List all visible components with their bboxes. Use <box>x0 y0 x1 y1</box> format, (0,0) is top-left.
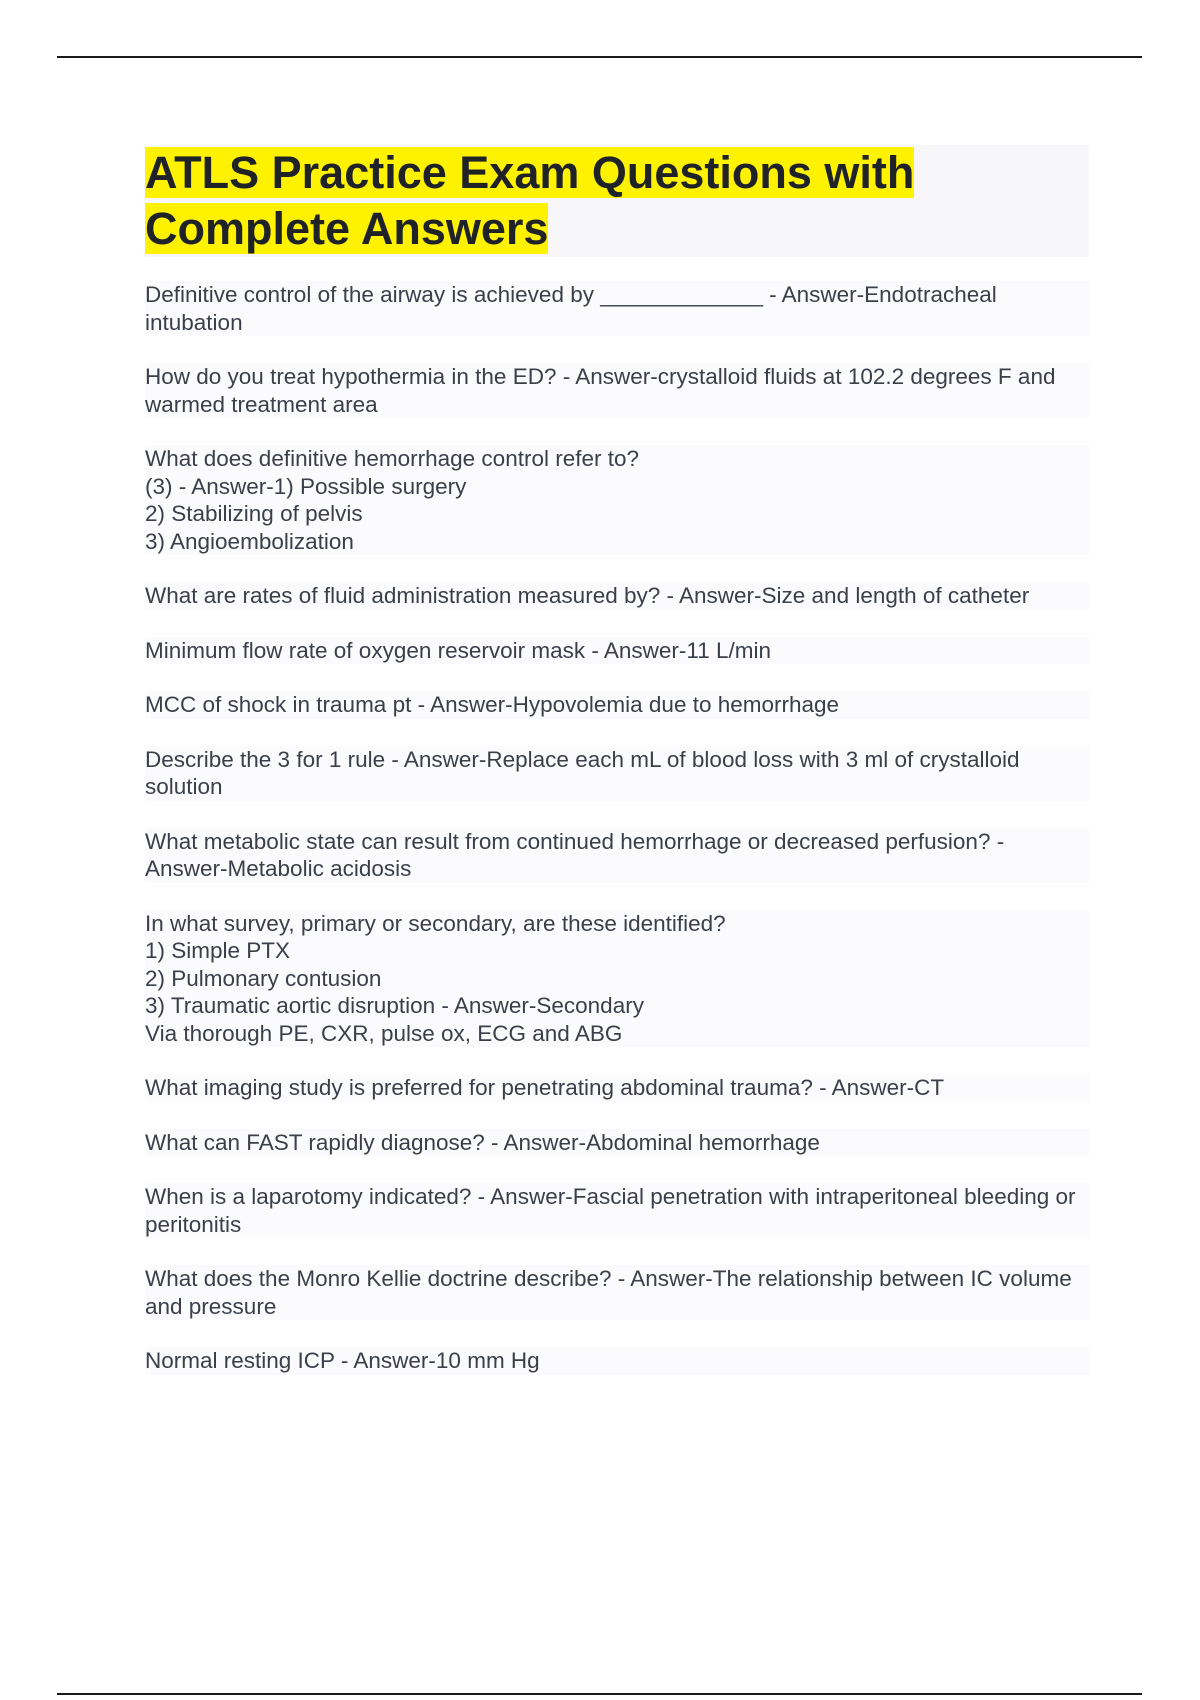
qa-item: What does definitive hemorrhage control refer to? (3) - Answer-1) Possible surgery 2) Stabilizing of pelvis 3) Angioembolization <box>145 445 1089 555</box>
qa-item: When is a laparotomy indicated? - Answer-Fascial penetration with intraperitoneal bleeding or peritonitis <box>145 1183 1089 1238</box>
qa-item: How do you treat hypothermia in the ED? - Answer-crystalloid fluids at 102.2 degrees F and warmed treatment area <box>145 363 1089 418</box>
title-highlight: ATLS Practice Exam Questions with Complete Answers <box>145 147 915 254</box>
qa-item: Normal resting ICP - Answer-10 mm Hg <box>145 1347 1089 1375</box>
qa-item: What can FAST rapidly diagnose? - Answer-Abdominal hemorrhage <box>145 1129 1089 1157</box>
qa-item: What metabolic state can result from continued hemorrhage or decreased perfusion? - Answer-Metabolic acidosis <box>145 828 1089 883</box>
bottom-rule <box>57 1693 1142 1695</box>
qa-item: Definitive control of the airway is achieved by _____________ - Answer-Endotracheal intubation <box>145 281 1089 336</box>
title-block <box>145 145 1089 257</box>
qa-item: In what survey, primary or secondary, are these identified? 1) Simple PTX 2) Pulmonary contusion 3) Traumatic aortic disruption - Answer-Secondary Via thorough PE, CXR, pulse ox, ECG and ABG <box>145 910 1089 1048</box>
document-body <box>145 145 1089 1402</box>
document-title <box>145 145 1089 257</box>
qa-item: Minimum flow rate of oxygen reservoir mask - Answer-11 L/min <box>145 637 1089 665</box>
top-rule <box>57 56 1142 58</box>
qa-item: What does the Monro Kellie doctrine describe? - Answer-The relationship between IC volume and pressure <box>145 1265 1089 1320</box>
qa-item: What imaging study is preferred for penetrating abdominal trauma? - Answer-CT <box>145 1074 1089 1102</box>
qa-item: Describe the 3 for 1 rule - Answer-Replace each mL of blood loss with 3 ml of crystalloid solution <box>145 746 1089 801</box>
qa-item: MCC of shock in trauma pt - Answer-Hypovolemia due to hemorrhage <box>145 691 1089 719</box>
qa-item: What are rates of fluid administration measured by? - Answer-Size and length of catheter <box>145 582 1089 610</box>
